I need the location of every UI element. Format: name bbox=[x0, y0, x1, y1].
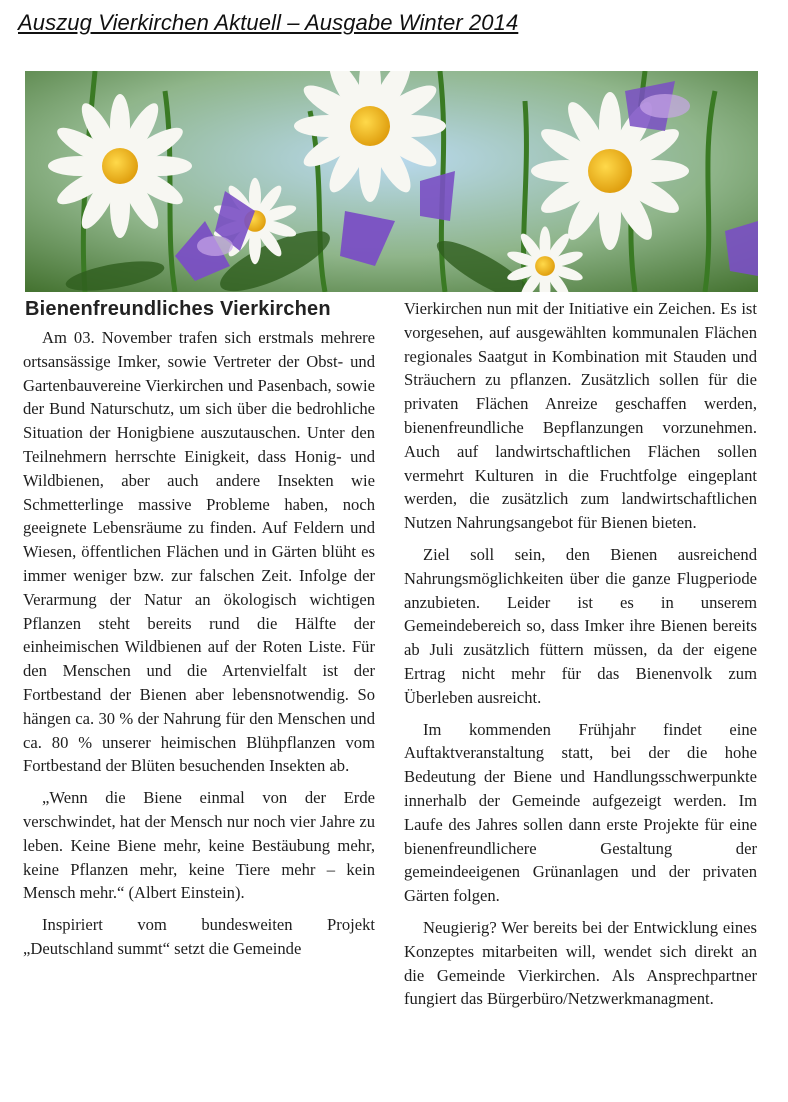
article-paragraph: Im kommenden Frühjahr findet eine Auftaktveranstaltung statt, bei der die hohe Bedeutung der Biene und Handlungsschwerpunkte innerhalb der Gemeinde aufgezeigt werden. Im Laufe des Jahres sollen dann erste Projekte für eine bienenfreundlichere Gestaltung der gemeindeeigenen Grünanlagen und der privaten Gärten folgen. bbox=[404, 719, 757, 906]
hero-image bbox=[25, 71, 758, 292]
article-paragraph: Neugierig? Wer bereits bei der Entwicklung eines Konzeptes mitarbeiten will, wendet sich direkt an die Gemeinde Vierkirchen. Als Ansprechpartner fungiert das Bürgerbüro/Netzwerkmanagment. bbox=[404, 917, 757, 1009]
article-paragraph: Ziel soll sein, den Bienen ausreichend Nahrungsmöglichkeiten über die ganze Flugperiode anzubieten. Leider ist es in unserem Gemeindebereich so, dass Imker ihre Bienen bereits ab Juli zusätzlich füttern müssen, da der eigene Ertrag nicht mehr für das Bienenvolk zum Überleben ausreicht. bbox=[404, 544, 757, 707]
article-column-left bbox=[23, 296, 375, 969]
wildflower-meadow-illustration bbox=[25, 71, 758, 292]
article-paragraph: „Wenn die Biene einmal von der Erde verschwindet, hat der Mensch nur noch vier Jahre zu leben. Keine Biene mehr, keine Bestäubung mehr, keine Pflanzen mehr, keine Tiere mehr – kein Mensch mehr.“ (Albert Einstein). bbox=[23, 788, 375, 903]
article-paragraph: Am 03. November trafen sich erstmals mehrere ortsansässige Imker, sowie Vertreter der Obst- und Gartenbauvereine Vierkirchen und Pasenbach, sowie der Bund Naturschutz, um sich über die bedrohliche Situation der Honigbiene auszutauschen. Unter den Teilnehmern herrschte Einigkeit, dass Honig- und Wildbienen, aber auch andere Insekten wie Schmetterlinge massive Probleme haben, noch geeignete Lebensräume zu finden. Auf Feldern und Wiesen, öffentlichen Flächen und in Gärten blüht es immer weniger bzw. zur falschen Zeit. Infolge der Verarmung der Natur an ökologisch wichtigen Pflanzen steht bereits rund die Hälfte der einheimischen Wildbienen auf der Roten Liste. Für den Menschen und die Artenvielfalt ist der Fortbestand der Bienen aber lebensnotwendig. So hängen ca. 30 % der Nahrung für den Menschen und ca. 80 % unserer heimischen Blühpflanzen vom Fortbestand der Blüten besuchenden Insekten ab. bbox=[23, 328, 375, 776]
article-title: Bienenfreundliches Vierkirchen bbox=[25, 298, 331, 320]
article-column-right bbox=[404, 297, 757, 1019]
article-paragraph: Vierkirchen nun mit der Initiative ein Zeichen. Es ist vorgesehen, auf ausgewählten kommunalen Flächen regionales Saatgut in Kombination mit Stauden und Sträuchern zu pflanzen. Zusätzlich sollen für die privaten Flächen Anreize geschaffen werden, bienenfreundliche Bepflanzungen vorzunehmen. Auch auf landwirtschaftlichen Flächen sollen vermehrt Kulturen in die Fruchtfolge eingeplant werden, die zusätzlich zum landwirtschaftlichen Nutzen Nahrungsangebot für Bienen bieten. bbox=[404, 299, 757, 533]
article-paragraph: Inspiriert vom bundesweiten Projekt „Deutschland summt“ setzt die Gemeinde bbox=[23, 915, 375, 958]
page-header: Auszug Vierkirchen Aktuell – Ausgabe Winter 2014 bbox=[18, 10, 519, 35]
